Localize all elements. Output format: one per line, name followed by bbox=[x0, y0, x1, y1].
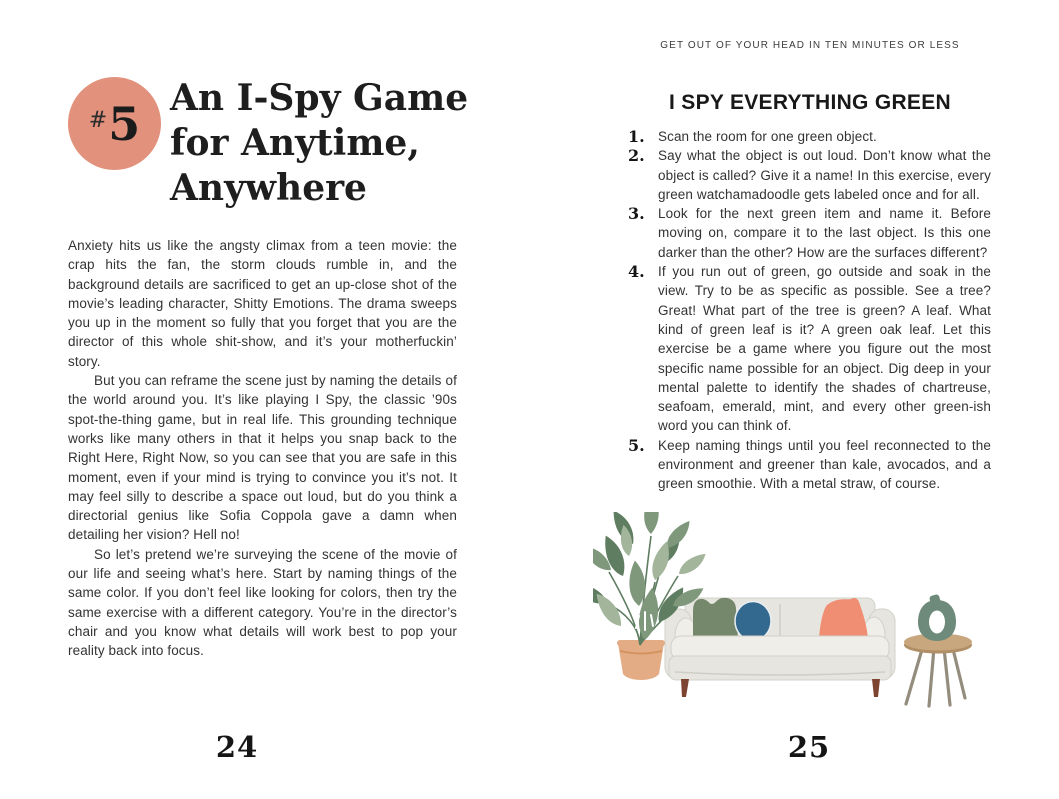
blue-round-pillow bbox=[735, 602, 771, 641]
paragraph: Anxiety hits us like the angsty climax from a teen movie: the crap hits the fan, the storm clouds rumble in, and the background details are sacrificed to get an up-close shot of the movie’s leading character, Shitty Emotions. The drama sweeps you up in the moment so fully that you forget that you are the director of this whole shit-show, and it’s your motherfuckin’ story. bbox=[68, 238, 457, 369]
step-number: 3. bbox=[628, 204, 645, 224]
sofa-leg bbox=[681, 679, 689, 697]
step-number: 5. bbox=[628, 435, 645, 455]
paragraph: But you can reframe the scene just by naming the details of the world around you. It’s like playing I Spy, the classic ’90s spot-the-thing game, but in real life. This grounding technique works like many others in that it helps you snap back to the Right Here, Right Now, so you can see that you are safe in this moment, even if your mind is trying to convince you it’s not. It may feel silly to describe a space out loud, but do you think a directorial genius like Sofia Coppola gave a damn when detailing her vision? Hell no! bbox=[68, 373, 457, 543]
basket-pot bbox=[617, 640, 665, 680]
sofa-seat bbox=[669, 636, 891, 680]
step-text: Scan the room for one green object. bbox=[658, 129, 877, 144]
chapter-title-line: An I-Spy Game bbox=[170, 77, 469, 119]
step-text: Say what the object is out loud. Don’t know what the object is called? Give it a name! In this exercise, every green watchamadoodle gets labeled once and for all. bbox=[658, 148, 991, 202]
exercise-title: I SPY EVERYTHING GREEN bbox=[669, 91, 951, 114]
green-ring-vase bbox=[918, 594, 956, 641]
step-text: If you run out of green, go outside and soak in the view. Try to be as specific as possible. See a tree? Great! What part of the tree is green? A leaf. What kind of green leaf is it? A green oak leaf. Let this exercise be a game where you figure out the most specific name possible for an object. Dig deep in your mental palette to identify the shades of chartreuse, seafoam, emerald, mint, and every other green-ish word you can think of. bbox=[658, 264, 991, 434]
page-number-right: 25 bbox=[787, 730, 831, 764]
chapter-number-badge bbox=[68, 77, 161, 170]
running-head: GET OUT OF YOUR HEAD IN TEN MINUTES OR LESS bbox=[660, 40, 960, 51]
sofa-leg bbox=[872, 679, 880, 697]
hash-icon: # bbox=[88, 108, 108, 133]
living-room-illustration bbox=[593, 512, 983, 712]
step-number: 1. bbox=[628, 127, 645, 146]
step-item bbox=[628, 146, 991, 204]
step-item bbox=[628, 262, 991, 436]
side-table bbox=[904, 634, 972, 707]
chapter-number: 5 bbox=[108, 96, 141, 151]
steps-list bbox=[628, 127, 991, 494]
step-item bbox=[628, 204, 991, 262]
chapter-title bbox=[170, 76, 480, 211]
step-number: 2. bbox=[628, 146, 645, 166]
chapter-body bbox=[68, 236, 457, 661]
paragraph: So let’s pretend we’re surveying the scene of the movie of our life and seeing what’s here. Start by naming things of the same color. If you don’t feel like looking for colors, then try the same exercise with a different category. You’re in the director’s chair and you know what details will work best to pop your reality back into focus. bbox=[68, 546, 457, 659]
step-item bbox=[628, 127, 991, 146]
step-text: Keep naming things until you feel reconnected to the environment and greener than kale, avocados, and a green smoothie. With a metal straw, of course. bbox=[658, 437, 991, 492]
step-number: 4. bbox=[628, 262, 645, 282]
chapter-title-line: Anywhere bbox=[170, 167, 367, 209]
page-number-left: 24 bbox=[215, 730, 259, 764]
step-item bbox=[628, 436, 991, 494]
step-text: Look for the next green item and name it. Before moving on, compare it to the last object. Is this one darker than the other? How are the surfaces different? bbox=[658, 206, 991, 260]
chapter-title-line: for Anytime, bbox=[170, 122, 420, 164]
